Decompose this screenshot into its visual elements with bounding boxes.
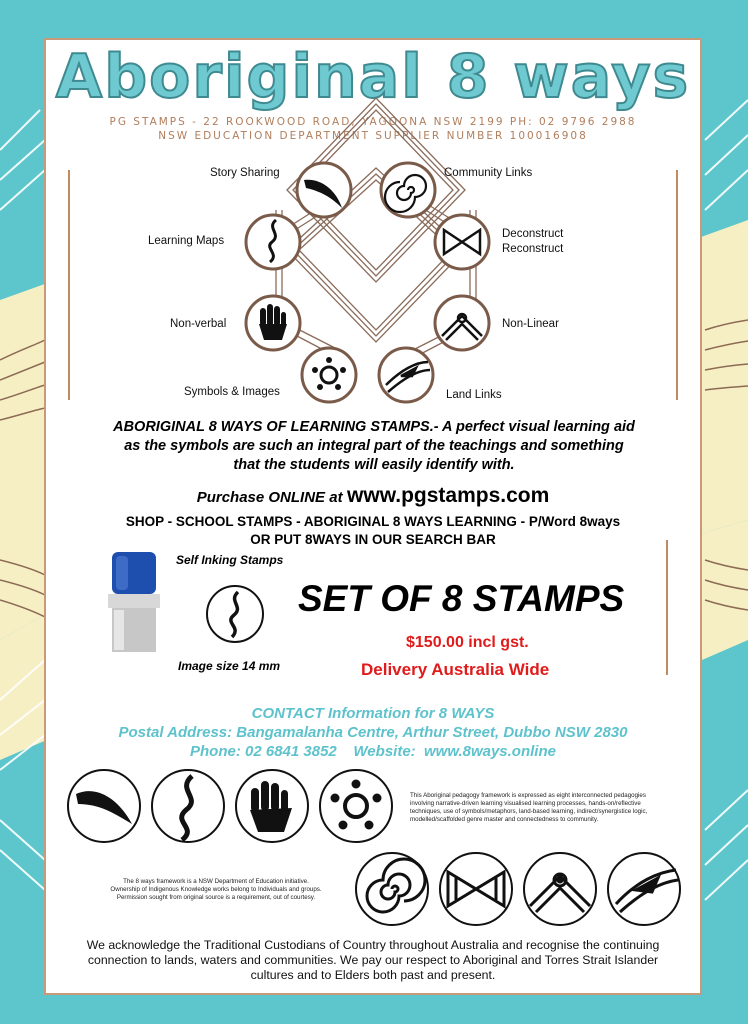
label-non-linear: Non-Linear	[502, 318, 559, 330]
self-inking-label: Self Inking Stamps	[176, 553, 284, 567]
ack-line: cultures and to Elders both past and present.	[250, 968, 496, 982]
phone-website[interactable]: Phone: 02 6841 3852 Website: www.8ways.online	[190, 743, 556, 760]
ack-line: We acknowledge the Traditional Custodians of Country throughout Australia and recognise the continuing	[86, 938, 660, 952]
stamp-images	[46, 40, 700, 995]
note-line: This Aboriginal pedagogy framework is expressed as eight interconnected pedagogies	[410, 792, 646, 799]
poster-title: Aboriginal 8 ways	[55, 42, 691, 112]
label-learning-maps: Learning Maps	[148, 235, 225, 247]
purchase-prefix: Purchase ONLINE at	[196, 489, 343, 506]
framework-note	[410, 792, 647, 824]
label-land-links: Land Links	[446, 389, 502, 401]
acknowledgement-of-country	[56, 938, 690, 983]
postal-address: Postal Address: Bangamalanha Centre, Arthur Street, Dubbo NSW 2830	[118, 724, 628, 741]
price: $150.00 incl gst.	[406, 634, 529, 651]
contact-heading: CONTACT Information for 8 WAYS	[251, 705, 495, 722]
note-line: modelled/scaffolded genre master and connectedness to community.	[410, 816, 599, 823]
initiative-note	[76, 878, 356, 902]
note-line: The 8 ways framework is a NSW Department of Education initiative.	[123, 878, 309, 885]
label-deconstruct: Deconstruct	[502, 228, 564, 240]
note-line: Ownership of Indigenous Knowledge works belong to Individuals and groups.	[110, 886, 322, 893]
set-of-8-title: SET OF 8 STAMPS	[298, 578, 625, 619]
shop-line: OR PUT 8WAYS IN OUR SEARCH BAR	[250, 532, 496, 547]
note-line: involving narrative-driven learning visualised learning processes, hands-on/reflective	[410, 800, 641, 807]
poster-card	[44, 38, 702, 995]
shop-url-link[interactable]: www.pgstamps.com	[347, 484, 550, 507]
label-symbols-images: Symbols & Images	[184, 386, 280, 398]
label-non-verbal: Non-verbal	[170, 318, 227, 330]
ack-line: connection to lands, waters and communities. We pay our respect to Aboriginal and Torres Strait Islander	[87, 953, 659, 967]
delivery-note: Delivery Australia Wide	[361, 660, 550, 679]
image-size-label: Image size 14 mm	[178, 659, 281, 673]
address-line: PG STAMPS - 22 ROOKWOOD ROAD, YAGOONA NSW 2199 PH: 02 9796 2988	[109, 116, 637, 128]
shop-line: SHOP - SCHOOL STAMPS - ABORIGINAL 8 WAYS LEARNING - P/Word 8ways	[125, 514, 621, 529]
label-story-sharing: Story Sharing	[210, 167, 280, 179]
description-line: as the symbols are such an integral part of the teachings and something	[124, 438, 624, 454]
description-line: ABORIGINAL 8 WAYS OF LEARNING STAMPS.- A perfect visual learning aid	[113, 419, 635, 435]
note-line: techniques, use of symbols/metaphors, land-based learning, indirect/synergistice logic,	[410, 808, 648, 815]
label-reconstruct: Reconstruct	[502, 243, 564, 255]
label-community-links: Community Links	[444, 167, 533, 179]
supplier-line: NSW EDUCATION DEPARTMENT SUPPLIER NUMBER 100016908	[158, 130, 588, 142]
description-line: that the students will easily identify with.	[233, 457, 515, 473]
note-line: Permission sought from original source is a requirement, out of courtesy.	[116, 894, 316, 901]
